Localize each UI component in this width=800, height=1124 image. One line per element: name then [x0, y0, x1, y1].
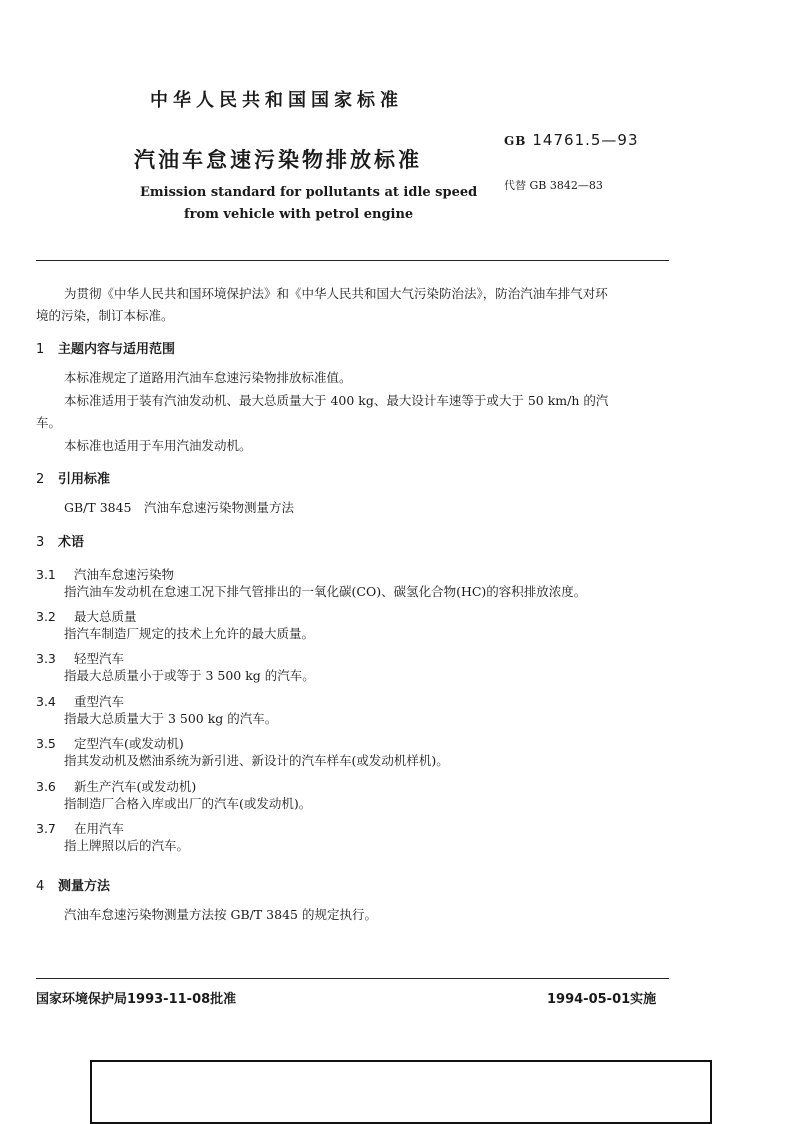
header-divider [36, 260, 669, 261]
section-1-para-3: 本标准也适用于车用汽油发动机。 [64, 438, 252, 453]
standard-title-cn: 汽油车怠速污染物排放标准 [134, 148, 422, 172]
term-3-1: 3.1 汽油车怠速污染物 [36, 567, 175, 582]
issuing-organization: 中华人民共和国国家标准 [150, 90, 403, 111]
term-3-2: 3.2 最大总质量 [36, 609, 137, 624]
section-2-heading: 2 引用标准 [36, 472, 111, 487]
section-4-heading: 4 测量方法 [36, 879, 111, 894]
term-3-3: 3.3 轻型汽车 [36, 651, 125, 666]
term-3-1-definition: 指汽油车发动机在怠速工况下排气管排出的一氧化碳(CO)、碳氢化合物(HC)的容积排放浓度。 [64, 584, 587, 599]
standard-title-en-line1: Emission standard for pollutants at idle speed [140, 185, 478, 200]
term-3-6-definition: 指制造厂合格入库或出厂的汽车(或发动机)。 [64, 796, 312, 811]
effective-date: 1994-05-01实施 [547, 992, 657, 1007]
standard-title-en-line2: from vehicle with petrol engine [184, 207, 414, 222]
intro-line-2: 境的污染，制订本标准。 [36, 308, 174, 323]
footer-divider [36, 978, 669, 979]
approval-date: 国家环境保护局1993-11-08批准 [36, 992, 237, 1007]
term-3-4: 3.4 重型汽车 [36, 694, 125, 709]
section-1-para-1: 本标准规定了道路用汽油车怠速污染物排放标准值。 [64, 370, 352, 385]
replaces-standard: 代替 GB 3842—83 [504, 179, 603, 192]
term-3-5-definition: 指其发动机及燃油系统为新引进、新设计的汽车样车(或发动机样机)。 [64, 753, 449, 768]
intro-line-1: 为贯彻《中华人民共和国环境保护法》和《中华人民共和国大气污染防治法》，防治汽油车排气对环 [64, 286, 608, 301]
standard-prefix: GB [504, 134, 527, 148]
term-3-3-definition: 指最大总质量小于或等于 3 500 kg 的汽车。 [64, 668, 315, 683]
section-2-para-1: GB/T 3845 汽油车怠速污染物测量方法 [64, 500, 295, 515]
term-3-2-definition: 指汽车制造厂规定的技术上允许的最大质量。 [64, 626, 315, 641]
term-3-6: 3.6 新生产汽车(或发动机) [36, 779, 197, 794]
section-1-heading: 1 主题内容与适用范围 [36, 342, 176, 357]
bottom-frame-box [90, 1060, 712, 1124]
section-1-para-2-cont: 车。 [36, 415, 62, 430]
section-3-heading: 3 术语 [36, 535, 85, 550]
standard-code: 14761.5—93 [532, 131, 639, 149]
term-3-4-definition: 指最大总质量大于 3 500 kg 的汽车。 [64, 711, 278, 726]
term-3-5: 3.5 定型汽车(或发动机) [36, 736, 184, 751]
term-3-7-definition: 指上牌照以后的汽车。 [64, 838, 190, 853]
term-3-7: 3.7 在用汽车 [36, 821, 125, 836]
standard-number [504, 131, 639, 149]
section-4-para-1: 汽油车怠速污染物测量方法按 GB/T 3845 的规定执行。 [64, 907, 377, 922]
section-1-para-2: 本标准适用于装有汽油发动机、最大总质量大于 400 kg、最大设计车速等于或大于 50 km/h 的汽 [64, 393, 609, 408]
